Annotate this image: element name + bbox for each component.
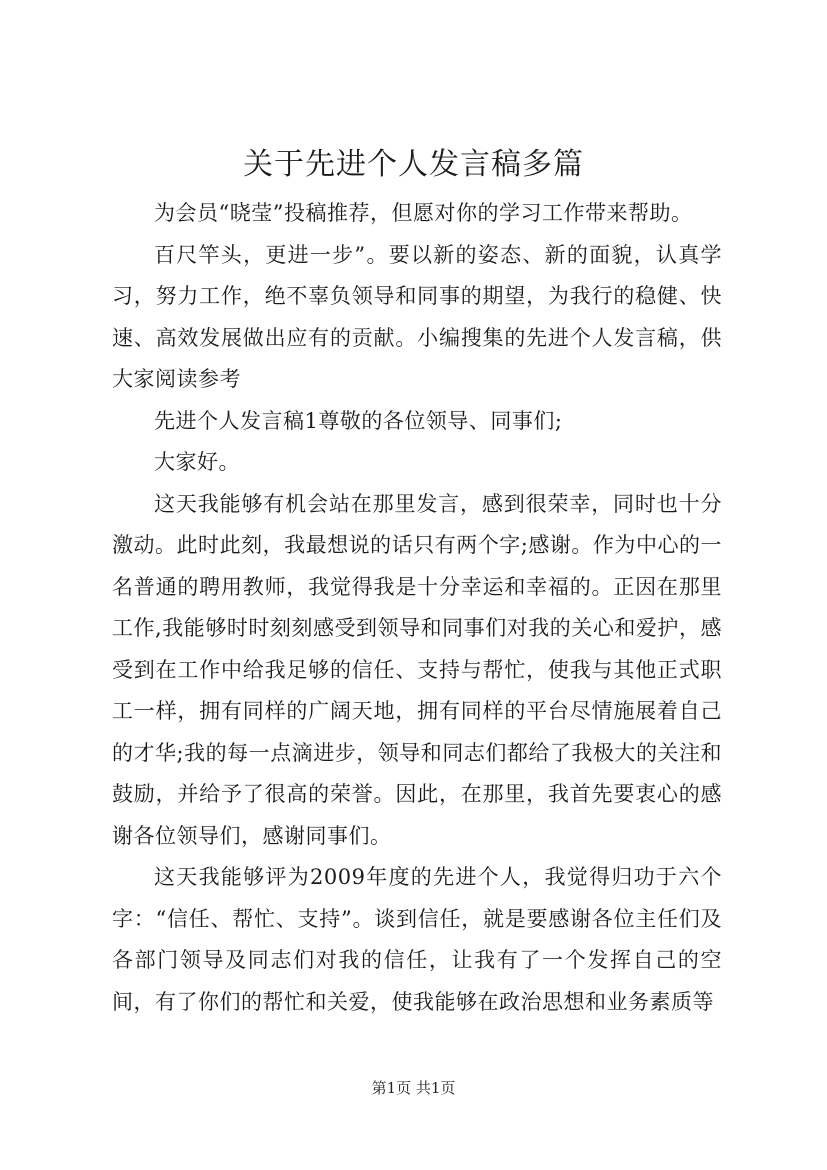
document-title: 关于先进个人发言稿多篇	[243, 147, 584, 182]
paragraph-salutation: 先进个人发言稿1尊敬的各位领导、同事们;	[154, 408, 563, 433]
page-number-footer: 第1页 共1页	[371, 1079, 456, 1097]
paragraph-summary: 百尺竿头，更进一步”。要以新的姿态、新的面貌，认真学习，努力工作，绝不辜负领导和同事的期望，为我行的稳健、快速、高效发展做出应有的贡献。小编搜集的先进个人发言稿，供大家阅读参考	[112, 242, 722, 391]
paragraph-greeting: 大家好。	[154, 450, 240, 474]
document-body	[112, 193, 722, 1023]
paragraph-thanks: 这天我能够有机会站在那里发言，感到很荣幸，同时也十分激动。此时此刻，我最想说的话只有两个字;感谢。作为中心的一名普通的聘用教师，我觉得我是十分幸运和幸福的。正因在那里工作,我能够时时刻刻感受到领导和同事们对我的关心和爱护，感受到在工作中给我足够的信任、支持与帮忙，使我与其他正式职工一样，拥有同样的广阔天地，拥有同样的平台尽情施展着自己的才华;我的每一点滴进步，领导和同志们都给了我极大的关注和鼓励，并给予了很高的荣誉。因此，在那里，我首先要衷心的感谢各位领导们，感谢同事们。	[112, 491, 722, 848]
paragraph-award: 这天我能够评为2009年度的先进个人，我觉得归功于六个字：“信任、帮忙、支持”。谈到信任，就是要感谢各位主任们及各部门领导及同志们对我的信任，让我有了一个发挥自己的空间，有了你们的帮忙和关爱，使我能够在政治思想和业务素质等	[112, 865, 722, 1014]
paragraph-intro: 为会员“晓莹”投稿推荐，但愿对你的学习工作带来帮助。	[154, 201, 693, 225]
